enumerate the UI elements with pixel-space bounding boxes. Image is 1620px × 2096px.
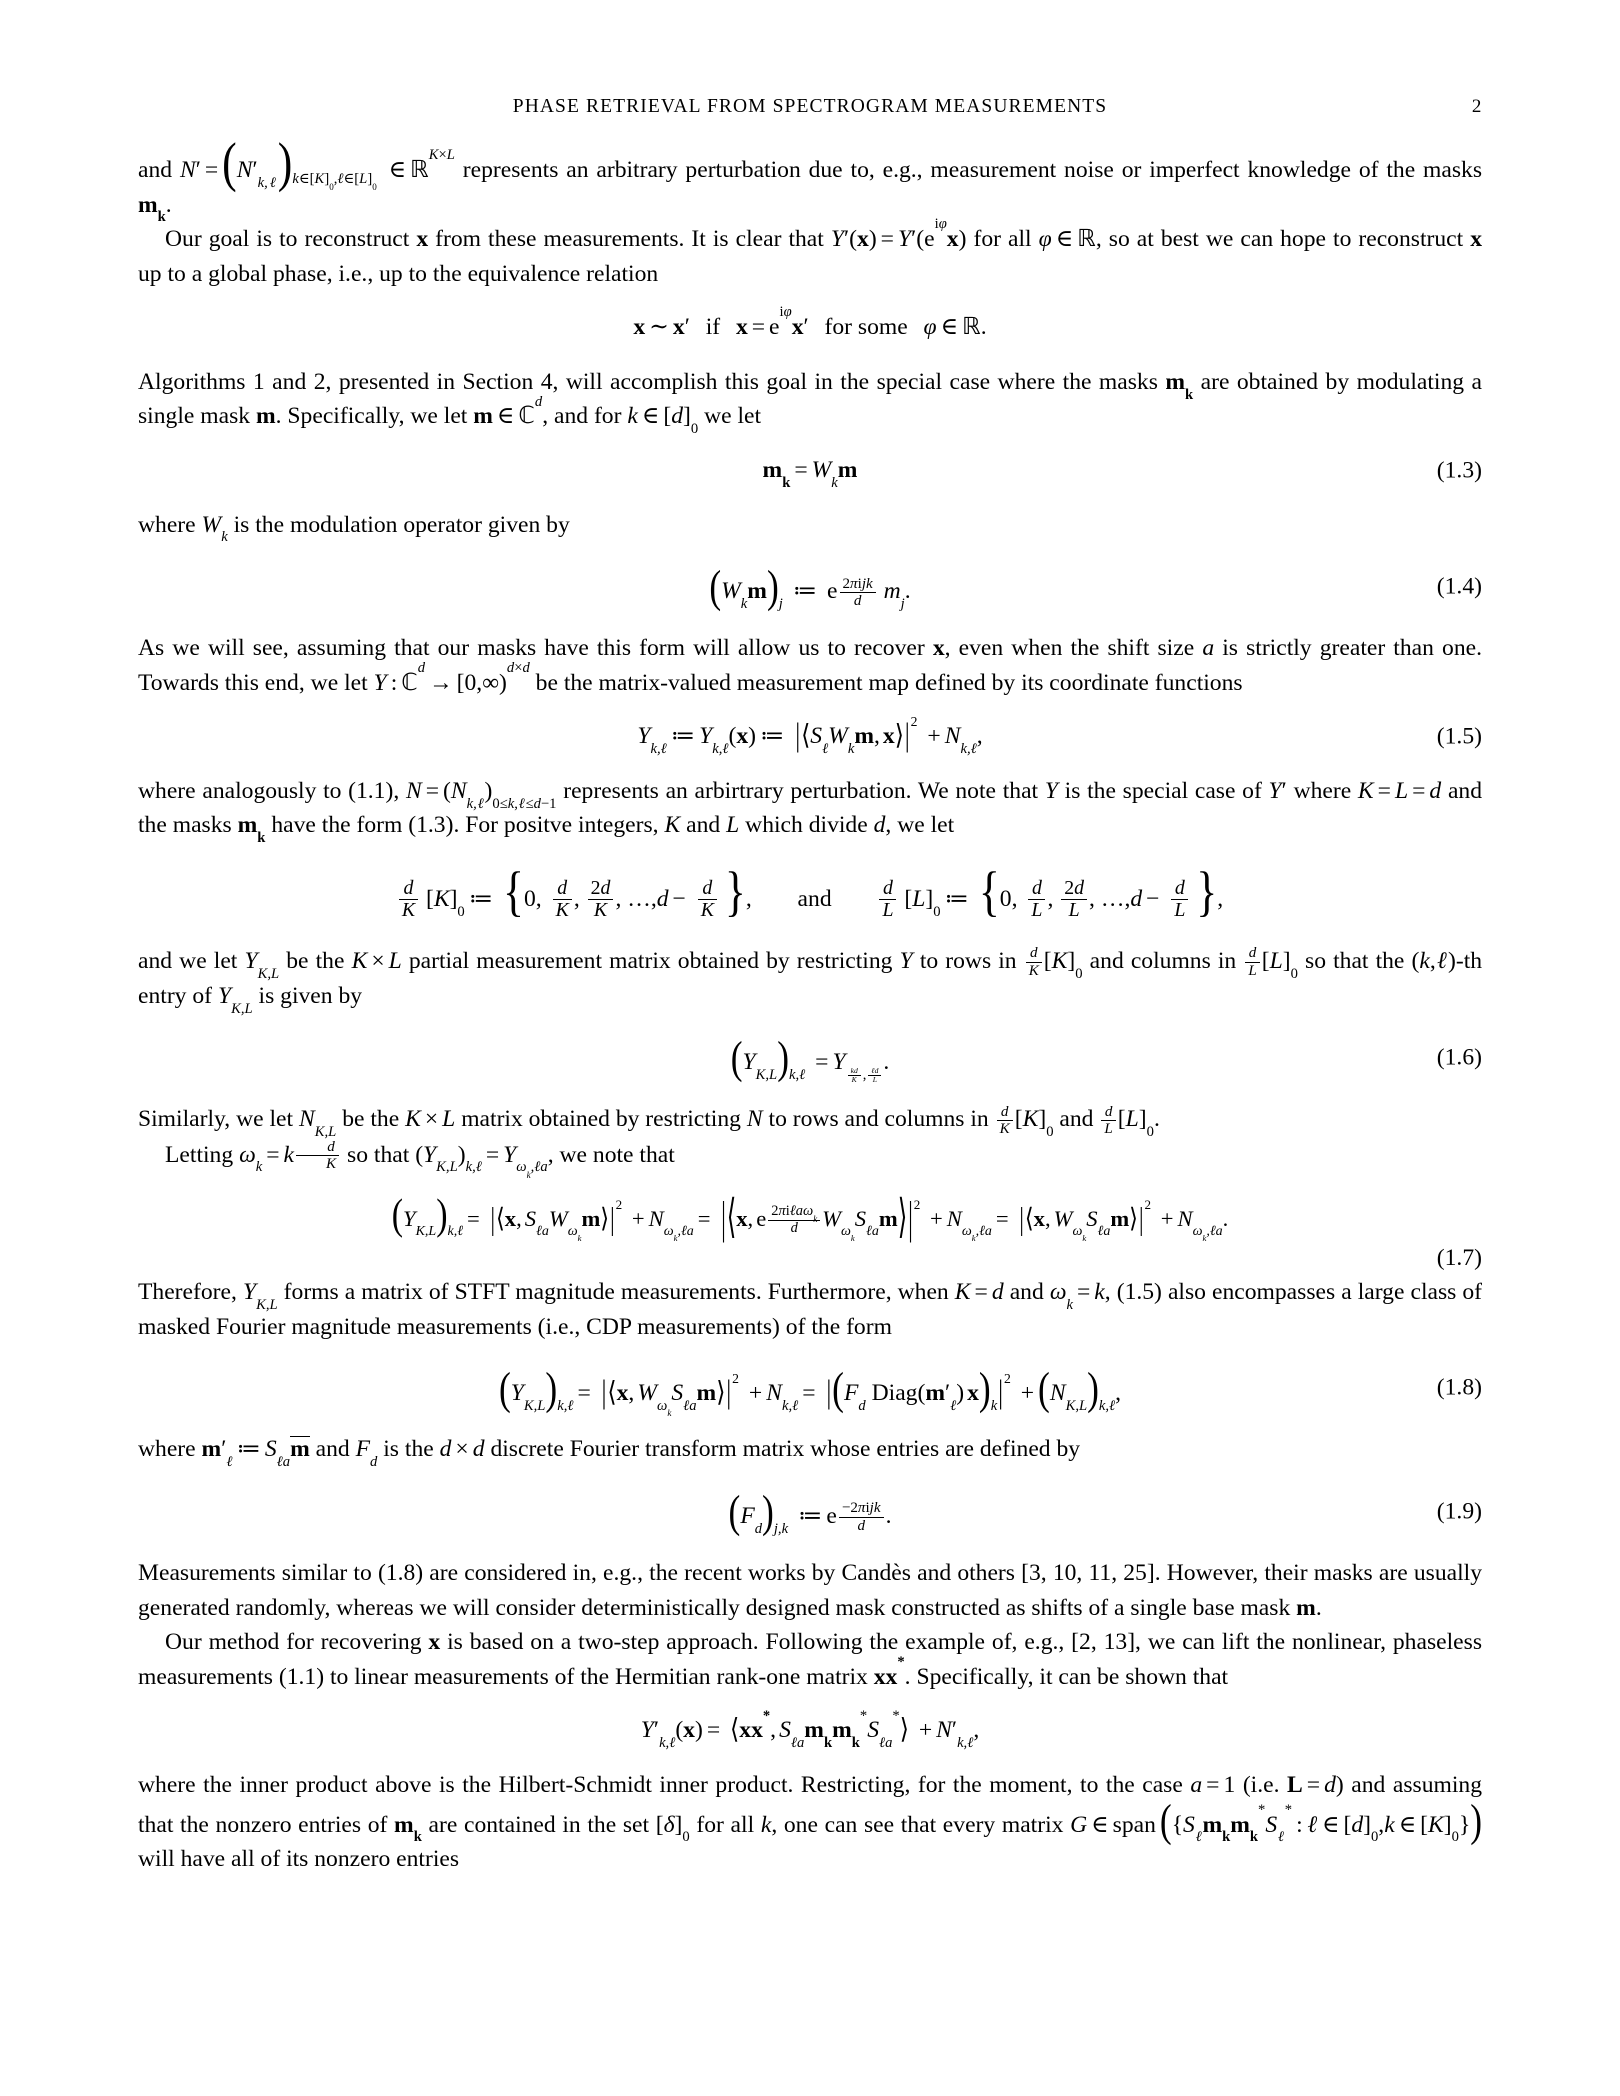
- p11-text-b: and: [315, 1436, 350, 1463]
- p14-text-g: will have all of its nonzero entries: [138, 1846, 460, 1873]
- math-x-1: x: [416, 226, 429, 253]
- p13-text-c: . Specifically, it can be shown that: [904, 1663, 1229, 1690]
- math-mk-3: $m_k$: [237, 812, 266, 847]
- p14-text-a: where the inner product above is the Hilbert-Schmidt inner product. Restricting, for the moment, to the case: [138, 1771, 1183, 1798]
- equation-1-7: [138, 1191, 1482, 1271]
- math-m-1: m: [255, 403, 276, 430]
- p2-text-b: from these measurements. It is clear that: [435, 226, 824, 253]
- math-KxL-1: K × L: [351, 947, 402, 974]
- equation-1-3-tag: (1.3): [1436, 457, 1482, 484]
- equation-1-5-tag: (1.5): [1436, 723, 1482, 750]
- math-YKL-entry: $(Y_{K,L})_{k,\ell} = Y_{\omega_k,\ell a}$: [415, 1141, 548, 1180]
- p11-text-a: where: [138, 1436, 196, 1463]
- math-Fd-1: $F_d$: [355, 1436, 378, 1471]
- math-dK-K0-1: $\frac{d}{K}$ $[K]_0$: [1024, 948, 1083, 974]
- paragraph-4: [138, 508, 1482, 546]
- p7-text-a: and we let: [138, 947, 238, 974]
- equation-1-4: [138, 560, 1482, 612]
- paragraph-6: [138, 774, 1483, 847]
- math-Y-2: Y: [899, 947, 913, 974]
- p8-text-d: to rows and columns in: [768, 1106, 989, 1133]
- p6-text-d: where: [1293, 777, 1352, 804]
- math-a-eq-1: a = 1: [1190, 1771, 1236, 1798]
- p8-text-a: Similarly, we let: [138, 1106, 294, 1133]
- p6-text-e: and the masks: [138, 777, 1483, 839]
- paragraph-10: [138, 1275, 1482, 1344]
- p2-text-d: , so at best we can hope to reconstruct: [1095, 226, 1464, 253]
- math-a-1: a: [1202, 635, 1215, 662]
- math-delta-set: $[\delta]_0$: [655, 1811, 690, 1846]
- equation-1-5: [138, 714, 1482, 758]
- p7-text-f: so that the: [1305, 947, 1405, 974]
- math-mk-1: $m_k$: [138, 191, 166, 226]
- running-head: [138, 96, 1482, 130]
- p3-text-e: we let: [704, 403, 762, 430]
- p2-text-c: for all: [973, 226, 1032, 253]
- p9-text-c: , we note that: [547, 1141, 675, 1168]
- math-N-1: N: [746, 1106, 763, 1133]
- paragraph-3: [138, 365, 1482, 438]
- p3-text-b: are obtained by modulating a single mask: [138, 368, 1482, 430]
- paragraph-5: [138, 631, 1482, 700]
- math-k-1: k: [760, 1811, 772, 1838]
- paragraph-12: [138, 1556, 1482, 1625]
- equation-1-4-body: $(W_km)_j$ ≔ e $\frac{\text{2πijk}}{d}$ $m_j$.: [709, 560, 911, 612]
- p8-text-c: matrix obtained by restricting: [461, 1106, 741, 1133]
- paragraph-14: [138, 1768, 1482, 1877]
- p3-text-c: . Specifically, we let: [275, 403, 468, 430]
- page-number: 2: [1471, 96, 1482, 117]
- equation-1-6-tag: (1.6): [1436, 1044, 1482, 1071]
- equation-1-4-tag: (1.4): [1436, 572, 1482, 599]
- p7-text-b: be the: [286, 947, 345, 974]
- equation-1-8-tag: (1.8): [1436, 1374, 1482, 1401]
- equation-index-sets-body: $\frac{d}{K}$ $[K]_0$ ≔ {0, $\frac{d}{K}$ , $\frac{2d}{K}$ , …,d − $\frac{d}{K}$ }, and $\frac{d}{L}$ $[L]_0$ ≔ {0, $\frac{d}{L}$ , $\frac{2d}{L}$ , …,d − $\frac{d}{L}$ },: [397, 865, 1223, 922]
- math-phi-in-R: φ ∈ ℝ: [1038, 226, 1096, 253]
- math-omega-k: $\omega_k = k$: [1049, 1278, 1105, 1313]
- math-KLd: K = L = d: [1357, 777, 1442, 804]
- p6-text-c: is the special case of: [1064, 777, 1262, 804]
- p1-text-a: and: [138, 157, 173, 183]
- math-k-in-d0: k ∈ $[d]_0$: [627, 403, 699, 438]
- equation-1-6-body: $(Y_{K,L})_{k,\ell} = Y$ $_{\frac{kd}{K} , \frac{\text{ℓd}}{L}}$ .: [730, 1031, 890, 1085]
- paragraph-11: [138, 1432, 1482, 1471]
- paragraph-9: [138, 1138, 1482, 1180]
- math-K-1: K: [664, 812, 681, 839]
- paragraph-2: [138, 216, 1483, 291]
- math-dL-L0-2: $\frac{d}{L}$ $[L]_0$: [1099, 1106, 1154, 1132]
- math-YKL-2: $Y_{K,L}$: [217, 982, 253, 1017]
- equation-equivalence-body: x ∼ x′ if $x = e^{i\varphi}x'$ for some φ ∈ ℝ.: [633, 304, 987, 341]
- math-xxstar: xx*: [873, 1653, 905, 1690]
- p3-text-d: , and for: [542, 403, 622, 430]
- p10-text-b: forms a matrix of STFT magnitude measurements. Furthermore, when: [283, 1278, 949, 1305]
- p7-text-e: and columns in: [1089, 947, 1237, 974]
- p2-text-e: up to a global phase, i.e., up to the equivalence relation: [138, 260, 659, 287]
- equation-1-9-tag: (1.9): [1436, 1497, 1482, 1524]
- math-NKL-1: $N_{K,L}$: [298, 1106, 337, 1141]
- p9-text-b: so that: [347, 1141, 410, 1168]
- p10-text-a: Therefore,: [138, 1278, 237, 1305]
- p5-text-d: be the matrix-valued measurement map defined by its coordinate functions: [535, 669, 1243, 696]
- p14-text-b: (i.e.: [1242, 1771, 1280, 1798]
- equation-1-3: [138, 456, 1482, 491]
- p13-text-b: is based on a two-step approach. Following the example of, e.g., [2, 13], we can lift the nonlinear, phaseless measurements (1.1) to linear measurements of the Hermitian rank-one matrix: [138, 1629, 1482, 1690]
- math-Y-map: Y : ℂ$^d$→ [0,∞)$^{d\times d}$: [373, 659, 530, 696]
- equation-1-7-tag: (1.7): [1436, 1244, 1482, 1271]
- equation-1-9-body: $(F_d)_{j,k}$ ≔ e $\frac{\text{−2πijk}}{d}$ .: [728, 1485, 892, 1537]
- p10-text-d: , (1.5) also encompasses a large class of masked Fourier magnitude measurements (i.e., CDP measurements) of the form: [138, 1278, 1483, 1340]
- equation-1-9: [138, 1485, 1482, 1537]
- p14-text-e: for all: [696, 1811, 755, 1838]
- eq-sets-and: and: [797, 886, 832, 913]
- equation-lifted-body: $Y'_{k,\ell}(x)$ = ⟨xx*, $S_{\ell a}m_km_k^*S_{\ell a}^*⟩ + N'_{k,\ell}$,: [640, 1707, 980, 1752]
- p3-text-a: Algorithms 1 and 2, presented in Section 4, will accomplish this goal in the special case where the masks: [138, 368, 1158, 395]
- p8-text-f: .: [1153, 1106, 1160, 1133]
- p6-text-f: have the form (1.3). For positve integers,: [271, 812, 659, 839]
- math-KxL-2: K × L: [405, 1106, 456, 1133]
- running-head-title: PHASE RETRIEVAL FROM SPECTROGRAM MEASUREMENTS: [512, 96, 1108, 117]
- math-dK-K0-2: $\frac{d}{K}$ $[K]_0$: [995, 1106, 1054, 1132]
- math-YKL-1: $Y_{K,L}$: [244, 947, 280, 982]
- p6-text-a: where analogously to (1.1),: [138, 777, 400, 804]
- p9-text-a: Letting: [165, 1141, 234, 1168]
- p11-text-c: is the: [383, 1436, 434, 1463]
- p5-text-b: , even when the shift size: [944, 635, 1195, 662]
- math-mk-2: $m_k$: [1165, 368, 1194, 403]
- math-Yprime-eq: $Y'(x) = Y'(e^{i\varphi}x)$: [830, 216, 967, 253]
- eq-phase-b: for some: [824, 314, 908, 341]
- math-Y-1: Y: [1044, 777, 1058, 804]
- math-N-def: $N = (N_{k,\ell})_{0\le k,\ell\le d-1}$: [405, 777, 557, 812]
- p6-text-b: represents an arbirtrary perturbation. We note that: [563, 777, 1039, 804]
- equation-1-3-body: $m_k = W_km$: [762, 457, 858, 491]
- math-Nprime-def: $N' =(N'_{k,\ell})k\in[K]_0,\ell\in[L]_0$ ∈ ℝ$^{K\times L}$: [179, 132, 455, 193]
- p6-text-i: , we let: [885, 812, 955, 839]
- p4-text-a: where: [138, 511, 196, 538]
- equation-1-5-body: $Y_{k,\ell}$ ≔ $Y_{k,\ell}(x)$ ≔ $|⟨S_\ell W_km$, $x⟩|^2 + N_{k,\ell}$,: [637, 714, 983, 758]
- paragraph-7: [138, 944, 1483, 1017]
- p5-text-a: As we will see, assuming that our masks have this form will allow us to recover: [138, 635, 925, 662]
- math-x-2: x: [1470, 226, 1483, 253]
- p8-text-b: be the: [342, 1106, 400, 1133]
- math-d-1: d: [873, 812, 886, 839]
- p2-text-a: Our goal is to reconstruct: [165, 226, 410, 253]
- p1-text-b: represents an arbitrary perturbation due to, e.g., measurement noise or imperfect knowledge of the masks: [462, 157, 1482, 183]
- eq-phase-a: if: [705, 314, 721, 341]
- math-mprime-def: $m'_\ell$ ≔ $S_{\ell a}m$: [201, 1436, 310, 1471]
- math-x-3: x: [932, 635, 945, 662]
- p7-text-c: partial measurement matrix obtained by restricting: [408, 947, 893, 974]
- math-Yprime-1: Y′: [1268, 777, 1287, 804]
- equation-1-6: [138, 1031, 1482, 1085]
- paragraph-1: [138, 132, 1482, 226]
- math-L-eq-d: L = d: [1287, 1771, 1336, 1798]
- p8-text-e: and: [1059, 1106, 1094, 1133]
- page-content: [138, 96, 1482, 1877]
- p6-text-h: which divide: [745, 812, 868, 839]
- p4-text-b: is the modulation operator given by: [233, 511, 570, 538]
- equation-index-sets: [138, 862, 1482, 923]
- p6-text-g: and: [686, 812, 721, 839]
- p13-text-a: Our method for recovering: [165, 1629, 422, 1656]
- paragraph-8: [138, 1102, 1482, 1141]
- math-x-4: x: [428, 1629, 441, 1656]
- equation-1-7-body: $(Y_{K,L})_{k,\ell}=$ |⟨x, $S_{\ell a}W_{\omega_k}m⟩|^2 + N_{\omega_k,\ell a}=$ |⟨x, e $\frac{2\pi i\ell a\omega_k}{d}$ $W_{\omega_k}S_{\ell a}m⟩|^2 + N_{\omega_k,\ell a}=$ |⟨x, $W_{\omega_k}S_{\ell a}m⟩|^2 + N_{\omega_k,\ell a}$.: [391, 1191, 1229, 1244]
- p10-text-c: and: [1009, 1278, 1044, 1305]
- equation-equivalence: [138, 304, 1482, 342]
- p1-text-c: .: [165, 191, 172, 218]
- p7-text-h: is given by: [258, 982, 363, 1009]
- math-L-1: L: [726, 812, 740, 839]
- math-dL-L0-1: $\frac{d}{L}$ $[L]_0$: [1243, 948, 1298, 974]
- p12-text: Measurements similar to (1.8) are considered in, e.g., the recent works by Candès and others [3, 10, 11, 25]. However, their masks are usually generated randomly, whereas we will consider deterministically designed mask constructed as shifts of a single base mask: [138, 1560, 1482, 1621]
- math-dxd: d × d: [439, 1436, 485, 1463]
- equation-1-8-body: $(Y_{K,L})_{k,\ell}$ = |⟨x, $W_{\omega_k}S_{\ell a}m⟩|^2 + N_{k,\ell} = |(F_d$ $Diag(m'_\ell) x)_k|^2 + (N_{K,L})_{k,\ell}$,: [498, 1362, 1122, 1419]
- p7-text-g: -th entry of: [138, 947, 1483, 1009]
- equation-lifted: [138, 1707, 1482, 1752]
- equation-1-8: [138, 1362, 1482, 1419]
- math-Wk: $W_k$: [201, 511, 228, 546]
- math-kl-pair: (k,ℓ): [1411, 947, 1456, 974]
- math-Kd: K = d: [954, 1278, 1004, 1305]
- p11-text-d: discrete Fourier transform matrix whose entries are defined by: [490, 1436, 1081, 1463]
- math-YKL-3: $Y_{K,L}$: [242, 1278, 278, 1313]
- math-mk-4: $m_k$: [394, 1811, 422, 1846]
- p12-text-end: .: [1315, 1594, 1322, 1621]
- p5-text-c: is strictly greater than one. Towards this end, we let: [138, 635, 1483, 696]
- p14-text-c: ) and assuming that the nonzero entries of: [138, 1771, 1482, 1838]
- math-omega-def: $\omega_k = k$ $\frac{d}{K}$: [239, 1142, 341, 1168]
- p14-text-d: are contained in the set: [428, 1811, 650, 1838]
- p14-text-f: , one can see that every matrix: [771, 1811, 1064, 1838]
- math-m-2: m: [1296, 1594, 1316, 1621]
- math-m-in-Cd: m ∈ ℂ$^d$: [473, 393, 543, 430]
- p7-text-d: to rows in: [919, 947, 1017, 974]
- math-G-span: G ∈ span ({$S_\ell m_km_k^*S_\ell^*$: ℓ ∈ $[d]_0,k$ ∈ $[K]_0$}): [1070, 1793, 1483, 1846]
- paragraph-13: [138, 1625, 1482, 1694]
